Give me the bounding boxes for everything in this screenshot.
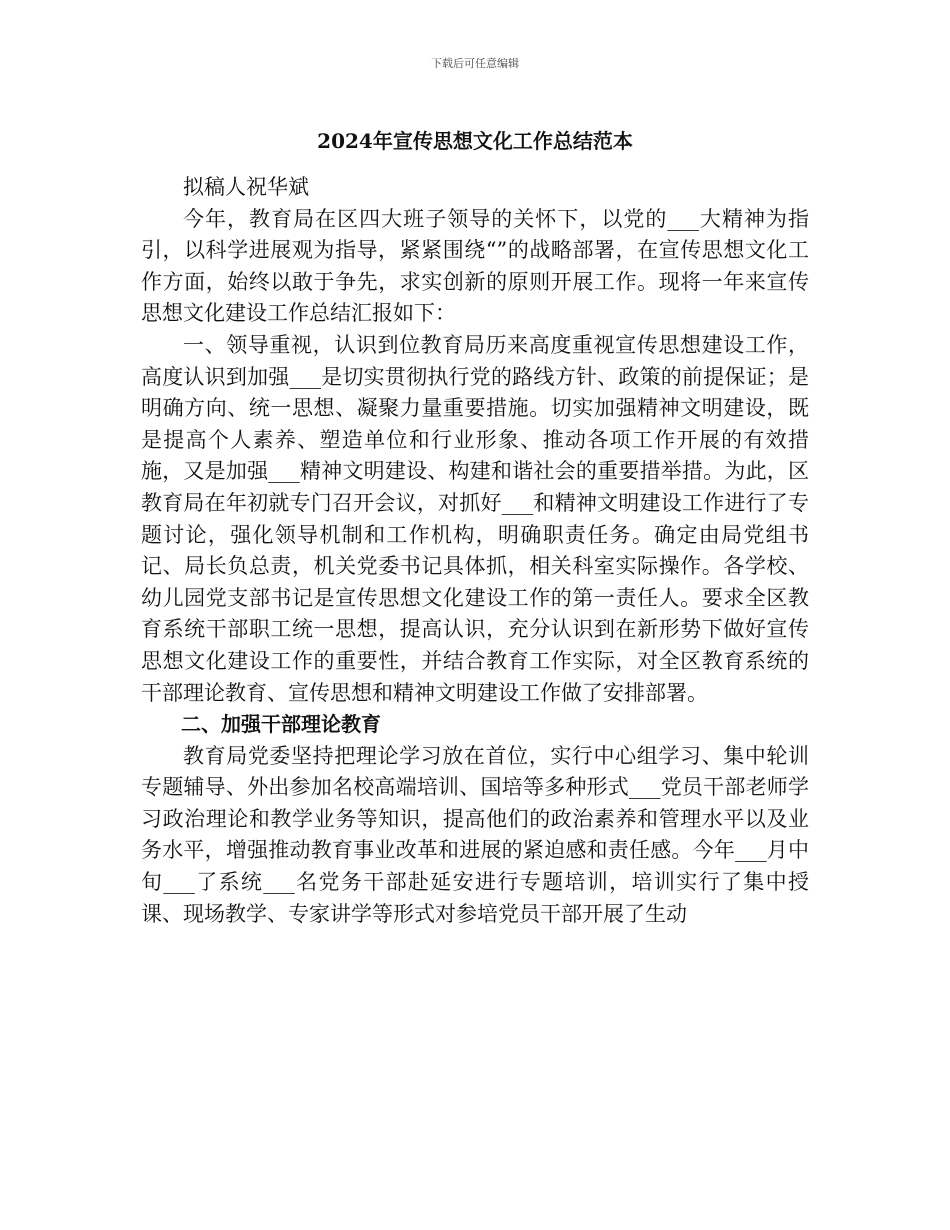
author-line: 拟稿人祝华斌 [183,175,309,199]
section-2-heading: 二、加强干部理论教育 [181,712,381,737]
paragraph-section-2: 教育局党委坚持把理论学习放在首位，实行中心组学习、集中轮训专题辅导、外出参加名校高端培训、国培等多种形式___党员干部老师学习政治理论和教学业务等知识，提高他们的政治素养和管理水平以及业务水平，增强推动教育事业改革和进展的紧迫感和责任感。今年___月中旬___了系统___名党务干部赴延安进行专题培训，培训实行了集中授课、现场教学、专家讲学等形式对参培党员干部开展了生动 [141,743,809,926]
paragraph-intro: 今年，教育局在区四大班子领导的关怀下，以党的___大精神为指引，以科学进展观为指导，紧紧围绕“”的战略部署，在宣传思想文化工作方面，始终以敢于争先，求实创新的原则开展工作。现将一年来宣传思想文化建设工作总结汇报如下： [141,206,809,326]
document-body [141,172,809,930]
document-title: 2024年宣传思想文化工作总结范本 [317,129,633,153]
paragraph-section-1: 一、领导重视，认识到位教育局历来高度重视宣传思想建设工作，高度认识到加强___是切实贯彻执行党的路线方针、政策的前提保证；是明确方向、统一思想、凝聚力量重要措施。切实加强精神文明建设，既是提高个人素养、塑造单位和行业形象、推动各项工作开展的有效措施，又是加强___精神文明建设、构建和谐社会的重要措举措。为此，区教育局在年初就专门召开会议，对抓好___和精神文明建设工作进行了专题讨论，强化领导机制和工作机构，明确职责任务。确定由局党组书记、局长负总责，机关党委书记具体抓，相关科室实际操作。各学校、幼儿园党支部书记是宣传思想文化建设工作的第一责任人。要求全区教育系统干部职工统一思想，提高认识，充分认识到在新形势下做好宣传思想文化建设工作的重要性，并结合教育工作实际，对全区教育系统的干部理论教育、宣传思想和精神文明建设工作做了安排部署。 [141,332,809,705]
header-note: 下载后可任意编辑 [431,57,519,70]
